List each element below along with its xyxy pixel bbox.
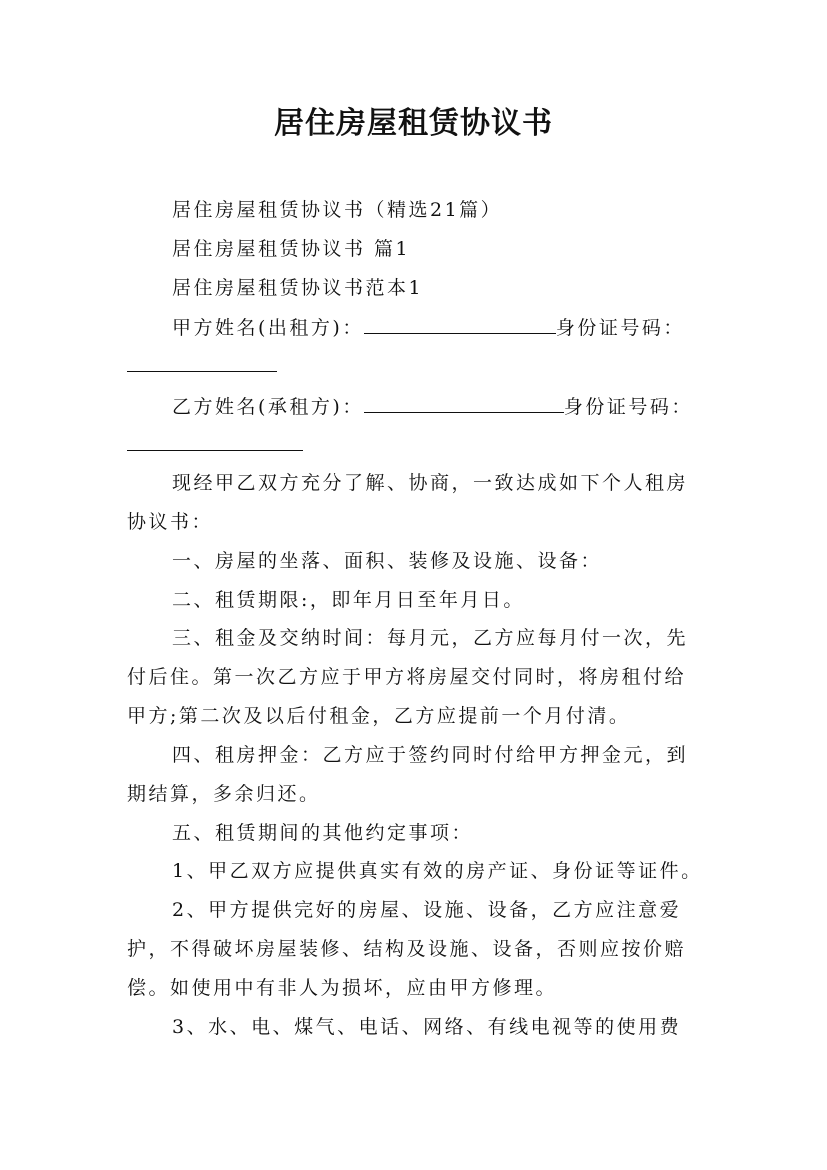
party-a-name-label: 甲方姓名(出租方)： <box>172 317 364 339</box>
paragraph-line: 甲方;第二次及以后付租金，乙方应提前一个月付清。 <box>127 705 631 727</box>
party-b-id-line <box>127 430 303 460</box>
party-a-id-blank <box>127 353 277 372</box>
paragraph-line: 一、房屋的坐落、面积、装修及设施、设备： <box>172 550 603 572</box>
document-title: 居住房屋租赁协议书 <box>274 106 553 141</box>
party-a-id-label: 身份证号码： <box>555 317 685 339</box>
paragraph-line: 2、甲方提供完好的房屋、设施、设备，乙方应注意爱 <box>172 899 682 921</box>
paragraph-line: 3、水、电、煤气、电话、网络、有线电视等的使用费 <box>172 1016 682 1038</box>
paragraph-line: 付后住。第一次乙方应于甲方将房屋交付同时，将房租付给 <box>127 666 687 688</box>
paragraph-line: 二、租赁期限:，即年月日至年月日。 <box>172 589 525 611</box>
party-b-id-blank <box>127 432 303 451</box>
paragraph-line: 偿。如使用中有非人为损坏，应由甲方修理。 <box>127 977 558 999</box>
party-b-name-blank <box>364 394 564 413</box>
party-b-name-label: 乙方姓名(承租方)： <box>172 396 364 418</box>
party-a-name-line <box>172 313 685 343</box>
paragraph-line: 居住房屋租赁协议书（精选21篇） <box>172 199 503 221</box>
paragraph-line: 四、租房押金：乙方应于签约同时付给甲方押金元，到 <box>172 744 689 766</box>
paragraph-line: 护，不得破坏房屋装修、结构及设施、设备，否则应按价赔 <box>127 938 687 960</box>
paragraph-line: 1、甲乙双方应提供真实有效的房产证、身份证等证件。 <box>172 860 703 882</box>
paragraph-line: 居住房屋租赁协议书范本1 <box>172 277 424 299</box>
paragraph-line: 三、租金及交纳时间：每月元，乙方应每月付一次，先 <box>172 627 689 649</box>
paragraph-line: 居住房屋租赁协议书 篇1 <box>172 238 411 260</box>
party-a-id-line <box>127 351 277 381</box>
party-b-name-line <box>172 392 693 422</box>
party-b-id-label: 身份证号码： <box>563 396 693 418</box>
paragraph-line: 期结算，多余归还。 <box>127 783 321 805</box>
party-a-name-blank <box>364 315 556 334</box>
paragraph-line: 五、租赁期间的其他约定事项： <box>172 822 474 844</box>
paragraph-line: 现经甲乙双方充分了解、协商，一致达成如下个人租房 <box>172 472 689 494</box>
paragraph-line: 协议书： <box>127 511 214 533</box>
